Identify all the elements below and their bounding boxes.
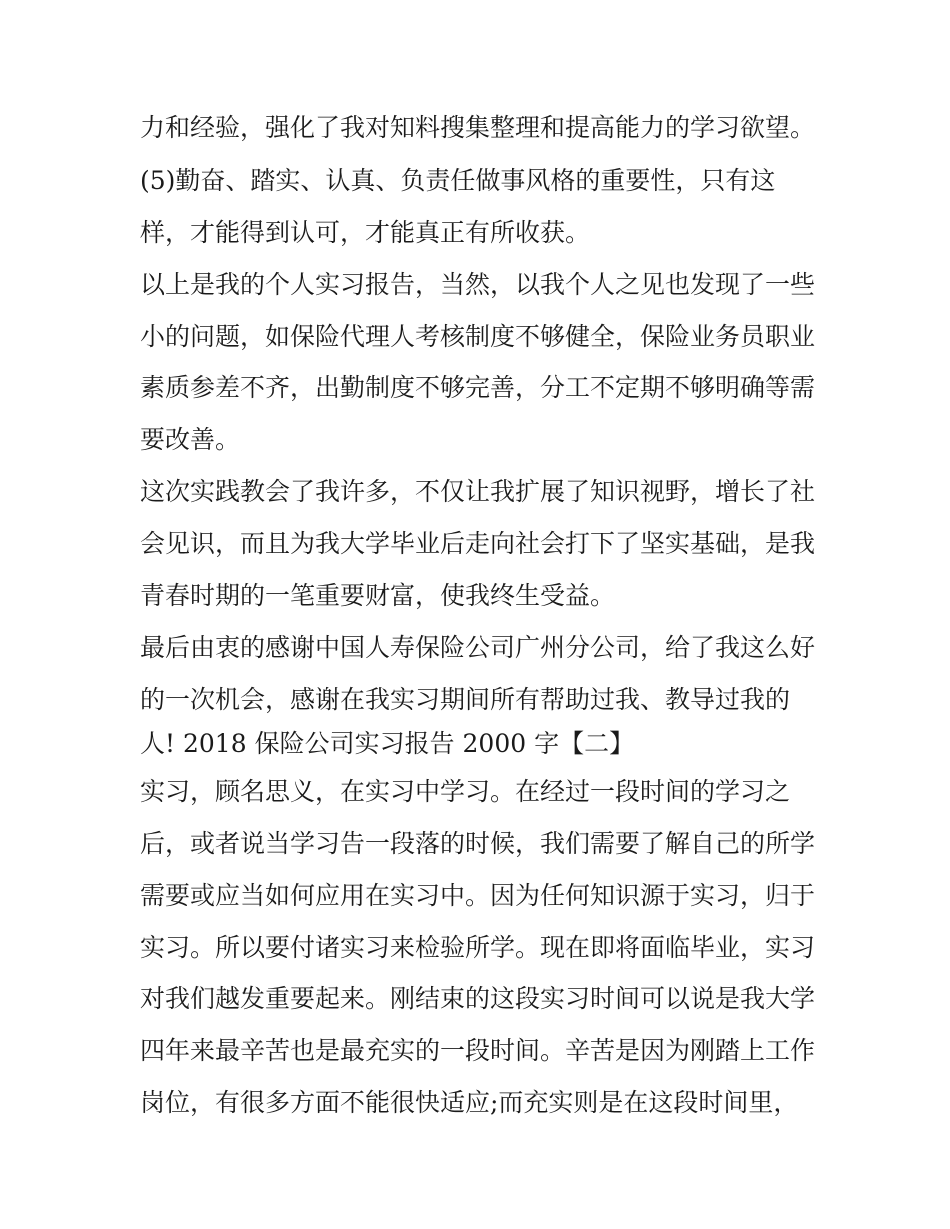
text-line: 力和经验，强化了我对知料搜集整理和提高能力的学习欲望。 [140,113,816,142]
text-line: 的一次机会，感谢在我实习期间所有帮助过我、教导过我的 [140,685,791,714]
text-line: 实习。所以要付诸实习来检验所学。现在即将面临毕业，实习 [140,933,816,962]
text-line: 这次实践教会了我许多，不仅让我扩展了知识视野，增长了社 [140,477,816,506]
text-line: 素质参差不齐，出勤制度不够完善，分工不定期不够明确等需 [140,373,816,402]
text-line: 对我们越发重要起来。刚结束的这段实习时间可以说是我大学 [140,984,816,1013]
text-line: 四年来最辛苦也是最充实的一段时间。辛苦是因为刚踏上工作 [140,1036,816,1065]
text-line: 实习，顾名思义，在实习中学习。在经过一段时间的学习之 [140,777,791,806]
text-line: 以上是我的个人实习报告，当然，以我个人之见也发现了一些 [140,270,816,299]
text-line: 人! 2018 保险公司实习报告 2000 字【二】 [140,729,635,758]
text-line: 会见识，而且为我大学毕业后走向社会打下了坚实基础，是我 [140,529,816,558]
text-line: 需要或应当如何应用在实习中。因为任何知识源于实习，归于 [140,881,816,910]
text-line: (5)勤奋、踏实、认真、负责任做事风格的重要性，只有这 [140,166,776,195]
text-line: 要改善。 [140,425,241,454]
text-line: 青春时期的一笔重要财富，使我终生受益。 [140,581,616,610]
text-line: 最后由衷的感谢中国人寿保险公司广州分公司，给了我这么好 [140,633,816,662]
text-line: 岗位，有很多方面不能很快适应;而充实则是在这段时间里， [140,1088,799,1117]
text-line: 样，才能得到认可，才能真正有所收获。 [140,218,591,247]
text-line: 小的问题，如保险代理人考核制度不够健全，保险业务员职业 [140,322,816,351]
text-line: 后，或者说当学习告一段落的时候，我们需要了解自己的所学 [140,829,816,858]
